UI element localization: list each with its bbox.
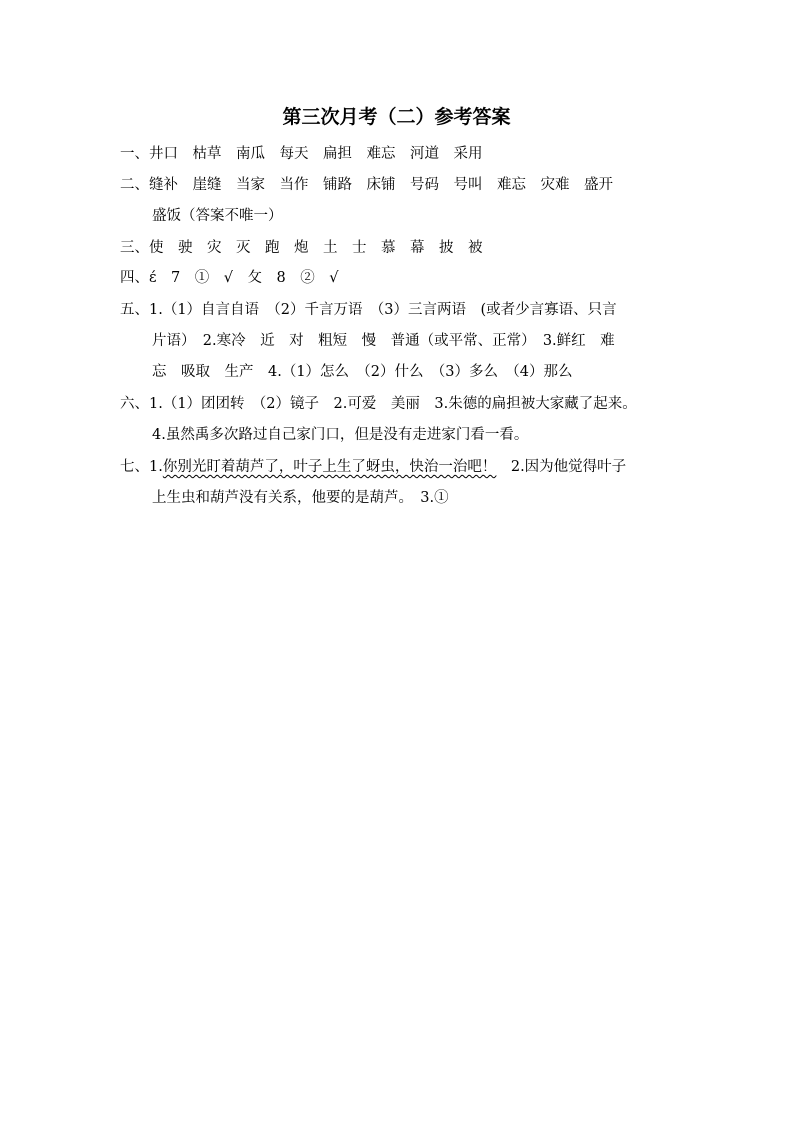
- page-title: 第三次月考（二）参考答案: [282, 106, 511, 128]
- answer-section-7-line-2: 上生虫和葫芦没有关系，他要的是葫芦。 3.①: [152, 490, 449, 506]
- answer-section-3: 三、使 驶 灾 灭 跑 炮 土 士 慕 幕 披 被: [120, 240, 483, 256]
- answer-section-1: 一、井口 枯草 南瓜 每天 扁担 难忘 河道 采用: [120, 146, 483, 162]
- answer-section-7-underlined-sentence: 你别光盯着葫芦了，叶子上生了蚜虫，快治一治吧！: [162, 459, 497, 475]
- answer-section-6-line-1: 六、1.（1）团团转 （2）镜子 2.可爱 美丽 3.朱德的扁担被大家藏了起来。: [120, 396, 637, 412]
- answer-section-4: 四、ɛ́ 7 ① √ 攵 8 ② √: [120, 270, 339, 286]
- answer-section-2-line-2: 盛饭（答案不唯一）: [152, 208, 283, 224]
- answer-section-6-line-2: 4.虽然禹多次路过自己家门口，但是没有走进家门看一看。: [152, 427, 529, 443]
- answer-section-5-line-1: 五、1.（1）自言自语 （2）千言万语 （3）三言两语 (或者少言寡语、只言: [120, 302, 617, 318]
- answer-section-2-line-1: 二、缝补 崖缝 当家 当作 铺路 床铺 号码 号叫 难忘 灾难 盛开: [120, 177, 613, 193]
- answer-section-5-line-2: 片语） 2.寒冷 近 对 粗短 慢 普通（或平常、正常） 3.鲜红 难: [152, 333, 615, 349]
- answer-section-7-suffix: 2.因为他觉得叶子: [496, 459, 627, 475]
- answer-section-7-prefix: 七、1.: [120, 459, 163, 475]
- answer-section-7-line-1: [120, 457, 626, 477]
- answer-section-5-line-3: 忘 吸取 生产 4.（1）怎么 （2）什么 （3）多么 （4）那么: [152, 364, 573, 380]
